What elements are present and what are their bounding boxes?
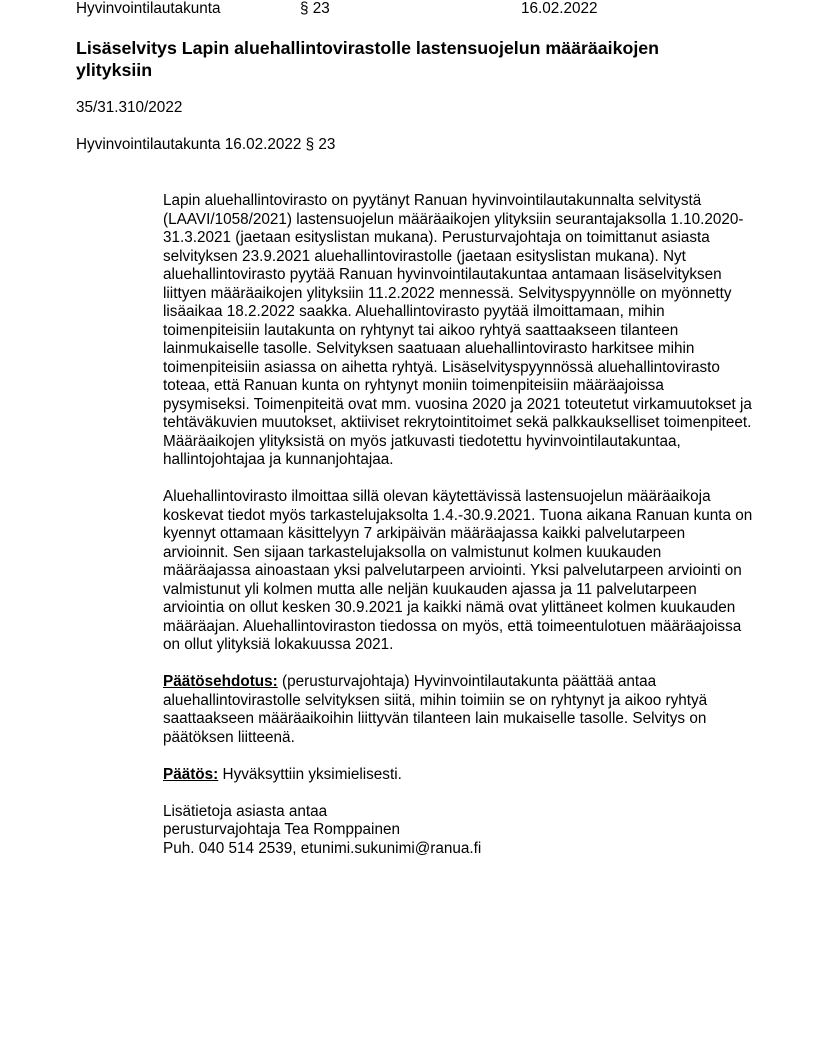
paragraph-statistics: Aluehallintovirasto ilmoittaa sillä olevan käytettävissä lastensuojelun määräaikoja koskevat tiedot myös tarkastelujaksolta 1.4.-30.9.2021. Tuona aikana Ranuan kunta on kyennyt ottamaan käsittelyyn 7 arkipäivän määräajassa kaikki palvelutarpeen arvioinnit. Sen sijaan tarkastelujaksolla on valmistunut kolmen kuukauden määräajassa ainoastaan yksi palvelutarpeen arviointi. Yksi palvelutarpeen arviointi on valmistunut yli kolmen mutta alle neljän kuukauden ajassa ja 11 palvelutarpeen arviointia on ollut kesken 30.9.2021 ja kaikki nämä ovat ylittäneet kolmen kuukauden määräajan. Aluehallintoviraston tiedossa on myös, että toimeentulotuen määräajoissa on ollut ylityksiä lokakuussa 2021.: [163, 488, 753, 653]
contact-line: Lisätietoja asiasta antaa: [163, 802, 328, 820]
decision: [163, 766, 753, 785]
meeting-reference: Hyvinvointilautakunta 16.02.2022 § 23: [76, 136, 336, 153]
contact-line: Puh. 040 514 2539, etunimi.sukunimi@ranua.fi: [163, 839, 482, 857]
contact-info: [163, 803, 753, 859]
contact-line: perusturvajohtaja Tea Romppainen: [163, 821, 400, 838]
header-date: 16.02.2022: [521, 0, 598, 17]
decision-label: Päätös:: [163, 765, 219, 783]
page-header: [76, 0, 776, 18]
proposal-text: (perusturvajohtaja) Hyvinvointilautakunta päättää antaa aluehallintovirastolle selvityksen siitä, mihin toimiin se on ryhtynyt ja aikoo ryhtyä saattaakseen määräaikoihin liittyvän tilanteen lain mukaiselle tasolle. Selvitys on päätöksen liitteenä.: [163, 673, 708, 746]
decision-text: Hyväksyttiin yksimielisesti.: [218, 765, 402, 783]
header-committee: Hyvinvointilautakunta: [76, 0, 221, 17]
document-body: [163, 192, 753, 858]
paragraph-background: Lapin aluehallintovirasto on pyytänyt Ranuan hyvinvointilautakunnalta selvitystä (LAAVI/1058/2021) lastensuojelun määräaikojen ylityksiin seurantajaksolla 1.10.2020-31.3.2021 (jaetaan esityslistan mukana). Perusturvajohtaja on toimittanut asiasta selvityksen 23.9.2021 aluehallintovirastolle (jaetaan esityslistan mukana). Nyt aluehallintovirasto pyytää Ranuan hyvinvointilautakuntaa antamaan lisäselvityksen liittyen määräaikojen ylityksiin 11.2.2022 mennessä. Selvityspyynnölle on myönnetty lisäaikaa 18.2.2022 saakka. Aluehallintovirasto pyytää ilmoittamaan, mihin toimenpiteisiin lautakunta on ryhtynyt tai aikoo ryhtyä saattaakseen tilanteen lainmukaiselle tasolle. Selvityksen saatuaan aluehallintovirasto harkitsee mihin toimenpiteisiin asiassa on aihetta ryhtyä. Lisäselvityspyynnössä aluehallintovirasto toteaa, että Ranuan kunta on ryhtynyt moniin toimenpiteisiin määräajoissa pysymiseksi. Toimenpiteitä ovat mm. vuosina 2020 ja 2021 toteutetut virkamuutokset ja tehtäväkuvien muutokset, aktiiviset rekrytointitoimet sekä palkkaukselliset toimenpiteet. Määräaikojen ylityksistä on myös jatkuvasti tiedotettu hyvinvointilautakuntaa, hallintojohtajaa ja kunnanjohtajaa.: [163, 192, 752, 468]
proposal-label: Päätösehdotus:: [163, 673, 278, 690]
document-title: Lisäselvitys Lapin aluehallintovirastolle lastensuojelun määräaikojen ylityksiin: [76, 38, 660, 80]
header-section: § 23: [300, 0, 330, 17]
decision-proposal: [163, 673, 753, 747]
record-number: 35/31.310/2022: [76, 99, 183, 116]
